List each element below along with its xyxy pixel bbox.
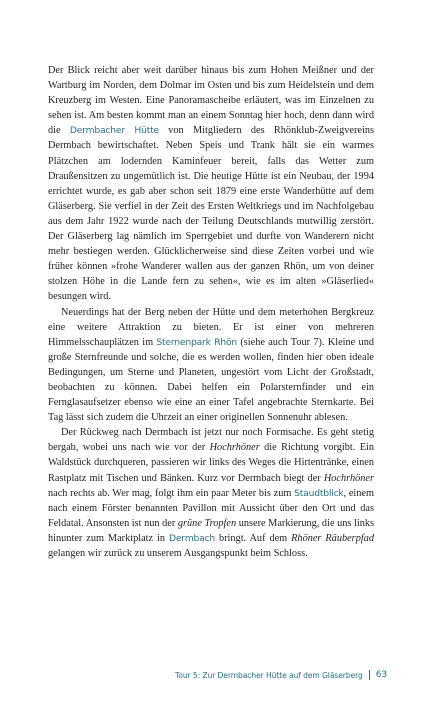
paragraph: [48, 425, 374, 561]
text-run: die Richtung vorgibt. Ein Waldstück durchqueren, passieren wir links des Weges die Hirtentränke, einen Rastplatz mit Tischen und Bänken. Kurz vor Dermbach biegt der: [48, 442, 374, 484]
text-run: , einem nach einem Förster benannten Pavillon mit Aussicht über den Ort und das Feldatal. Ansonsten ist nun der: [48, 487, 375, 529]
trail-name: Rhöner Räuberpfad: [291, 532, 374, 544]
place-name-highlight: Dermbacher Hütte: [69, 125, 159, 137]
page-footer: [175, 670, 387, 680]
place-name-highlight: Sternenpark Rhön: [156, 336, 238, 348]
footer-divider: [369, 670, 370, 680]
trail-name: Hochrhöner: [209, 442, 260, 454]
trail-name: Hochrhöner: [323, 472, 374, 484]
body-text: [48, 63, 374, 561]
paragraph: [48, 63, 374, 305]
place-name-highlight: Dermbach: [168, 532, 216, 544]
text-run: nach rechts ab. Wer mag, folgt ihm ein paar Meter bis zum: [48, 487, 295, 499]
text-run: von Mitgliedern des Rhönklub-Zweigvereins Dermbach bewirtschaftet. Neben Speis und Trank hält sie ein warmes Plätzchen am lodernden Kaminfeuer bereit, falls das Wetter zum Draußensitzen zu ungemütlich ist. Die heutige Hütte ist ein Neubau, der 1994 errichtet wurde, es gab aber schon seit 1879 eine erste Wanderhütte auf dem Gläserberg. Sie verfiel in der Zeit des Ersten Weltkriegs und im Nachfolgebau aus dem Jahr 1922 wurde nach der Teilung Deutschlands mutwillig zerstört. Der Gläserberg lag nämlich im Sperrgebiet und durfte von Wanderern nicht mehr bestiegen werden. Glücklicherweise sind diese Zeiten vorbei und wie früher können »frohe Wanderer wallen aus der ganzen Rhön, um von deiner stolzen Höhe in die Lande fern zu sehen«, wie es im alten »Gläserlied« besungen wird.: [48, 125, 375, 303]
text-run: unsere Markierung, die uns links hinunter zum Marktplatz in: [48, 517, 374, 544]
running-footer-title: Tour 5: Zur Dermbacher Hütte auf dem Gläserberg: [175, 670, 363, 680]
paragraph: [48, 305, 374, 426]
text-run: Der Rückweg nach Dermbach ist jetzt nur noch Formsache. Es geht stetig bergab, wobei uns nach wie vor der: [48, 427, 374, 454]
text-run: Neuerdings hat der Berg neben der Hütte und dem meterhohen Bergkreuz eine weitere Attraktion zu bieten. Er ist einer von mehreren Himmelsschauplätzen im: [48, 306, 374, 348]
place-name-highlight: Staudtblick: [294, 487, 344, 499]
trail-name: grüne Tropfen: [177, 517, 237, 529]
text-run: Der Blick reicht aber weit darüber hinaus bis zum Hohen Meißner und der Wartburg im Norden, dem Dolmar im Osten und bis zum Heidelstein und dem Kreuzberg im Westen. Eine Panoramascheibe erläutert, was im Einzelnen zu sehen ist. Am besten kommt man an einem Sonntag hier hoch, denn dann wird die: [48, 65, 374, 137]
text-run: gelangen wir zurück zu unserem Ausgangspunkt beim Schloss.: [48, 548, 308, 559]
text-run: bringt. Auf dem: [215, 532, 292, 544]
page-number: 63: [375, 670, 387, 680]
text-run: (siehe auch Tour 7). Kleine und große Sternfreunde und solche, die es werden wollen, finden hier oben ideale Bedingungen, um Sterne und Planeten, ungestört vom Licht der Großstadt, beobachten zu können. Dabei helfen ein Polarsternfinder und ein Fernglasaufsetzer ebenso wie eine an einer Tafel angebrachte Sternkarte. Bei Tag lässt sich zudem die Uhrzeit an einer originellen Sonnenuhr ablesen.: [48, 336, 374, 424]
